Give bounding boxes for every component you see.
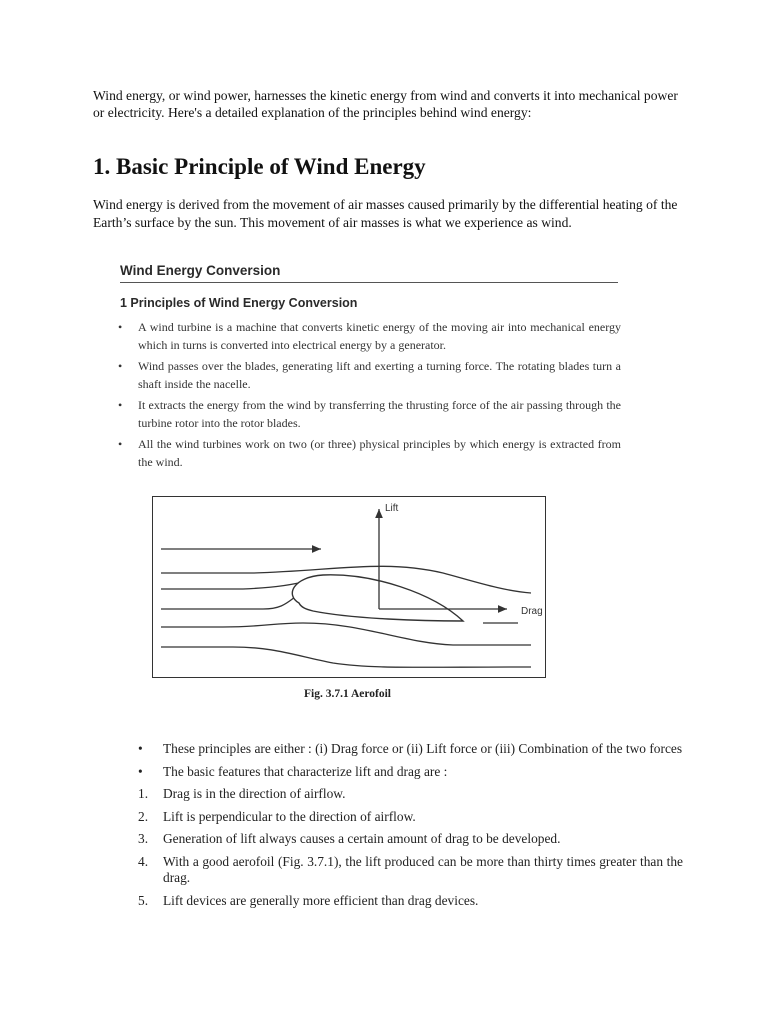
scan-bullet-list xyxy=(116,318,621,474)
aerofoil-svg xyxy=(153,497,547,679)
streamline xyxy=(161,647,531,667)
list-item: 2. Lift is perpendicular to the direction of airflow. xyxy=(138,808,416,824)
list-item: 4. With a good aerofoil (Fig. 3.7.1), the lift produced can be more than thirty times greater than the drag. xyxy=(138,853,683,885)
drag-label: Drag xyxy=(521,606,543,617)
list-marker: 4. xyxy=(138,853,149,869)
feature-list xyxy=(138,741,683,915)
list-marker: 3. xyxy=(138,831,149,846)
bullet-icon: • xyxy=(118,437,123,451)
list-marker: • xyxy=(138,763,143,779)
list-item: • It extracts the energy from the wind by transferring the thrusting force of the air passing through the turbine rotor into the rotor blades. xyxy=(118,398,621,430)
body-paragraph: Wind energy is derived from the movement of air masses caused primarily by the differential heating of the Earth’s surface by the sun. This movement of air masses is what we experience as wind. xyxy=(93,197,678,230)
scan-subtitle: 1 Principles of Wind Energy Conversion xyxy=(120,296,358,310)
figure-caption: Fig. 3.7.1 Aerofoil xyxy=(304,688,391,700)
list-marker: 2. xyxy=(138,808,149,824)
lift-label: Lift xyxy=(385,503,399,514)
intro-paragraph: Wind energy, or wind power, harnesses the kinetic energy from wind and converts it into mechanical power or electricity. Here's a detailed explanation of the principles behind wind energy: xyxy=(93,88,678,120)
bullet-icon: • xyxy=(118,398,123,412)
title-divider xyxy=(120,282,618,283)
list-item: 3. Generation of lift always causes a certain amount of drag to be developed. xyxy=(138,831,561,846)
streamline xyxy=(161,623,531,645)
list-marker: • xyxy=(138,741,143,756)
list-item: • These principles are either : (i) Drag force or (ii) Lift force or (iii) Combination of the two forces xyxy=(138,741,683,756)
scan-title: Wind Energy Conversion xyxy=(120,263,281,278)
list-item: • The basic features that characterize lift and drag are : xyxy=(138,763,448,779)
aerofoil-shape xyxy=(292,575,463,621)
aerofoil-diagram xyxy=(152,496,546,678)
bullet-icon: • xyxy=(118,320,123,334)
list-marker: 5. xyxy=(138,892,149,908)
list-item: • Wind passes over the blades, generating lift and exerting a turning force. The rotating blades turn a shaft inside the nacelle. xyxy=(118,359,621,391)
bullet-icon: • xyxy=(118,359,123,373)
list-marker: 1. xyxy=(138,786,149,801)
list-item: • A wind turbine is a machine that converts kinetic energy of the moving air into mechanical energy which in turns is converted into electrical energy by a generator. xyxy=(118,320,621,352)
list-item: 1. Drag is in the direction of airflow. xyxy=(138,786,346,801)
section-heading: 1. Basic Principle of Wind Energy xyxy=(93,154,426,179)
list-item: 5. Lift devices are generally more efficient than drag devices. xyxy=(138,892,479,908)
streamline xyxy=(161,597,295,609)
list-item: • All the wind turbines work on two (or three) physical principles by which energy is extracted from the wind. xyxy=(118,437,621,469)
scanned-figure xyxy=(108,258,628,710)
